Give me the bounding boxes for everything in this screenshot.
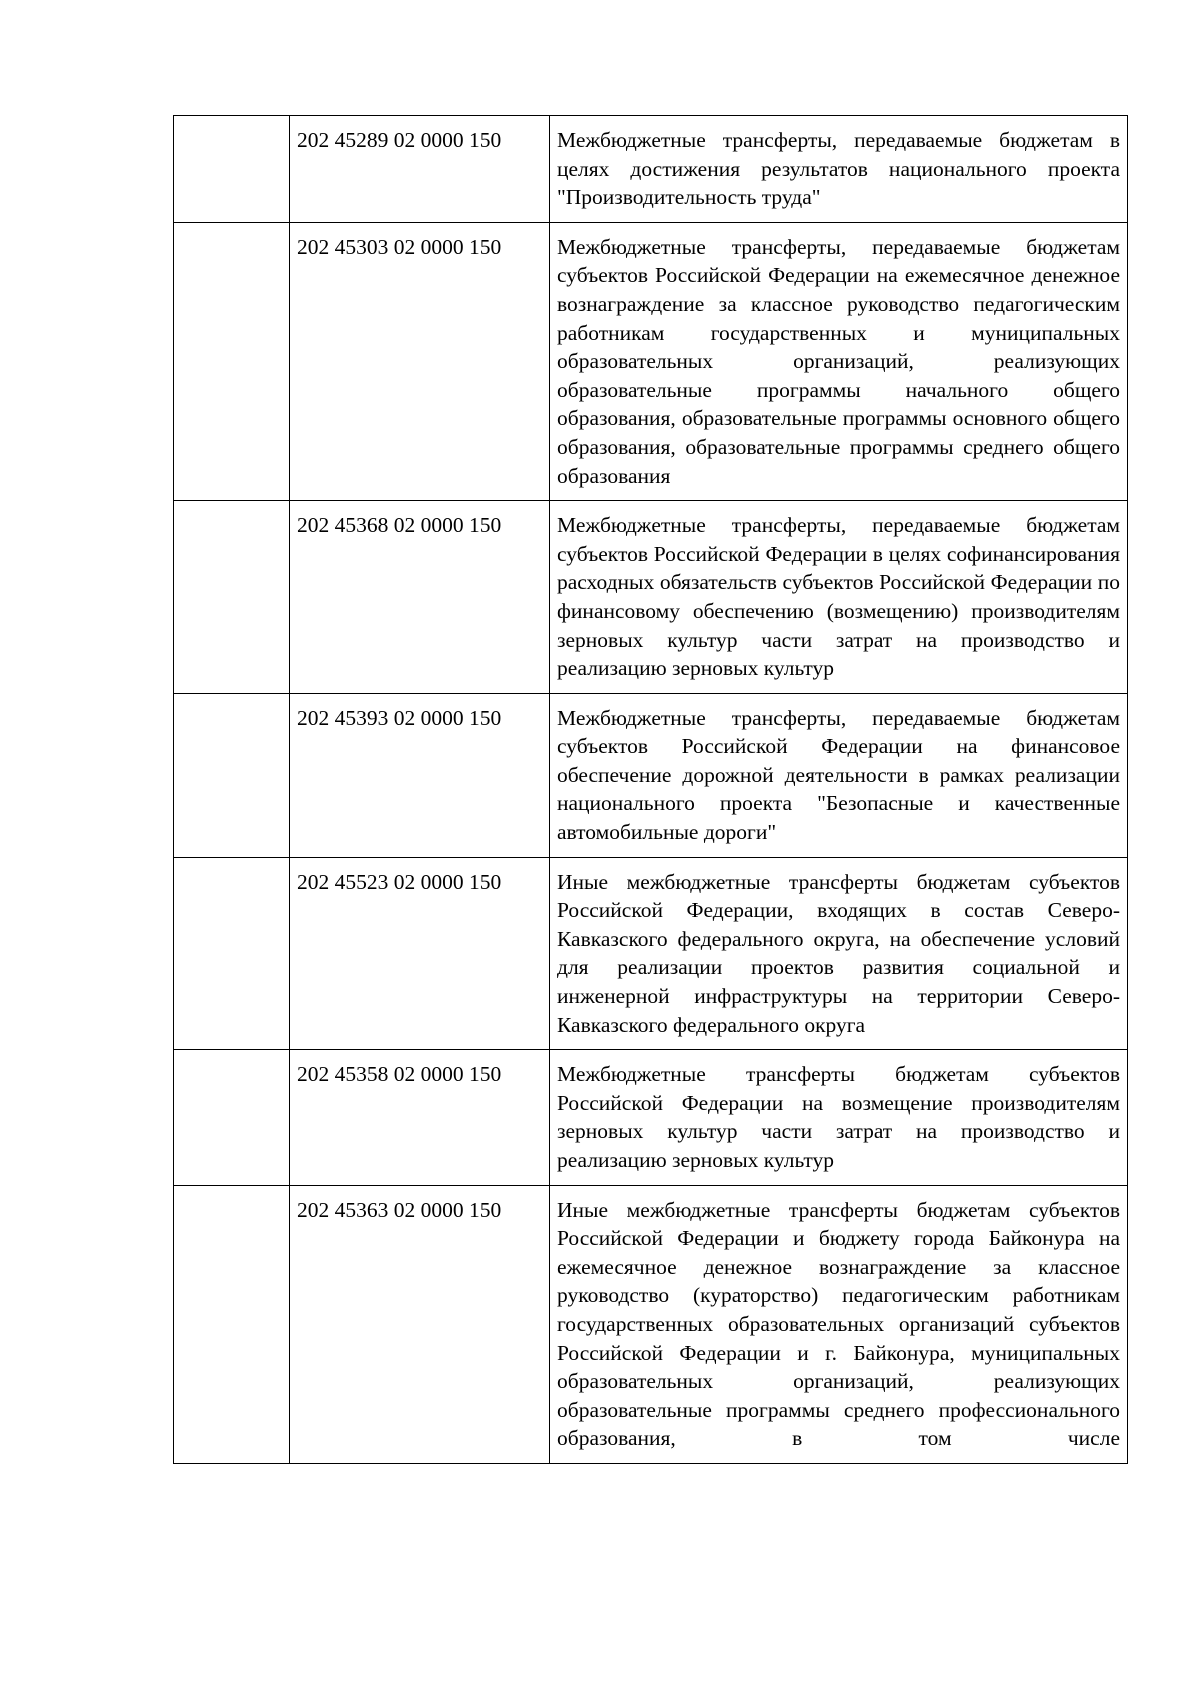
table-row [174, 116, 1128, 223]
income-code-cell: 202 45363 02 0000 150 [290, 1185, 550, 1463]
income-code-cell: 202 45393 02 0000 150 [290, 693, 550, 857]
income-code-cell: 202 45523 02 0000 150 [290, 857, 550, 1050]
administrator-code-cell [174, 116, 290, 223]
table-row [174, 1185, 1128, 1463]
table-row [174, 222, 1128, 500]
budget-classification-table [173, 115, 1128, 1464]
income-name-cell: Межбюджетные трансферты, передаваемые бюджетам субъектов Российской Федерации на ежемесячное денежное вознаграждение за классное руководство педагогическим работникам государственных и муниципальных образовательных организаций, реализующих образовательные программы начального общего образования, образовательные программы основного общего образования, образовательные программы среднего общего образования [550, 222, 1128, 500]
income-code-cell: 202 45368 02 0000 150 [290, 501, 550, 694]
table-row [174, 501, 1128, 694]
administrator-code-cell [174, 1050, 290, 1185]
income-name-cell: Иные межбюджетные трансферты бюджетам субъектов Российской Федерации и бюджету города Байконура на ежемесячное денежное вознаграждение за классное руководство (кураторство) педагогическим работникам государственных образовательных организаций субъектов Российской Федерации и г. Байконура, муниципальных образовательных организаций, реализующих образовательные программы среднего профессионального образования, в том числе [550, 1185, 1128, 1463]
income-name-cell: Иные межбюджетные трансферты бюджетам субъектов Российской Федерации, входящих в состав Северо-Кавказского федерального округа, на обеспечение условий для реализации проектов развития социальной и инженерной инфраструктуры на территории Северо-Кавказского федерального округа [550, 857, 1128, 1050]
table-row [174, 1050, 1128, 1185]
income-code-cell: 202 45358 02 0000 150 [290, 1050, 550, 1185]
income-name-cell: Межбюджетные трансферты, передаваемые бюджетам субъектов Российской Федерации на финансовое обеспечение дорожной деятельности в рамках реализации национального проекта "Безопасные и качественные автомобильные дороги" [550, 693, 1128, 857]
income-name-cell: Межбюджетные трансферты бюджетам субъектов Российской Федерации на возмещение производителям зерновых культур части затрат на производство и реализацию зерновых культур [550, 1050, 1128, 1185]
income-name-cell: Межбюджетные трансферты, передаваемые бюджетам субъектов Российской Федерации в целях софинансирования расходных обязательств субъектов Российской Федерации по финансовому обеспечению (возмещению) производителям зерновых культур части затрат на производство и реализацию зерновых культур [550, 501, 1128, 694]
administrator-code-cell [174, 693, 290, 857]
income-name-cell: Межбюджетные трансферты, передаваемые бюджетам в целях достижения результатов национального проекта "Производительность труда" [550, 116, 1128, 223]
administrator-code-cell [174, 501, 290, 694]
income-code-cell: 202 45289 02 0000 150 [290, 116, 550, 223]
administrator-code-cell [174, 857, 290, 1050]
table-row [174, 693, 1128, 857]
administrator-code-cell [174, 222, 290, 500]
administrator-code-cell [174, 1185, 290, 1463]
income-code-cell: 202 45303 02 0000 150 [290, 222, 550, 500]
table-row [174, 857, 1128, 1050]
